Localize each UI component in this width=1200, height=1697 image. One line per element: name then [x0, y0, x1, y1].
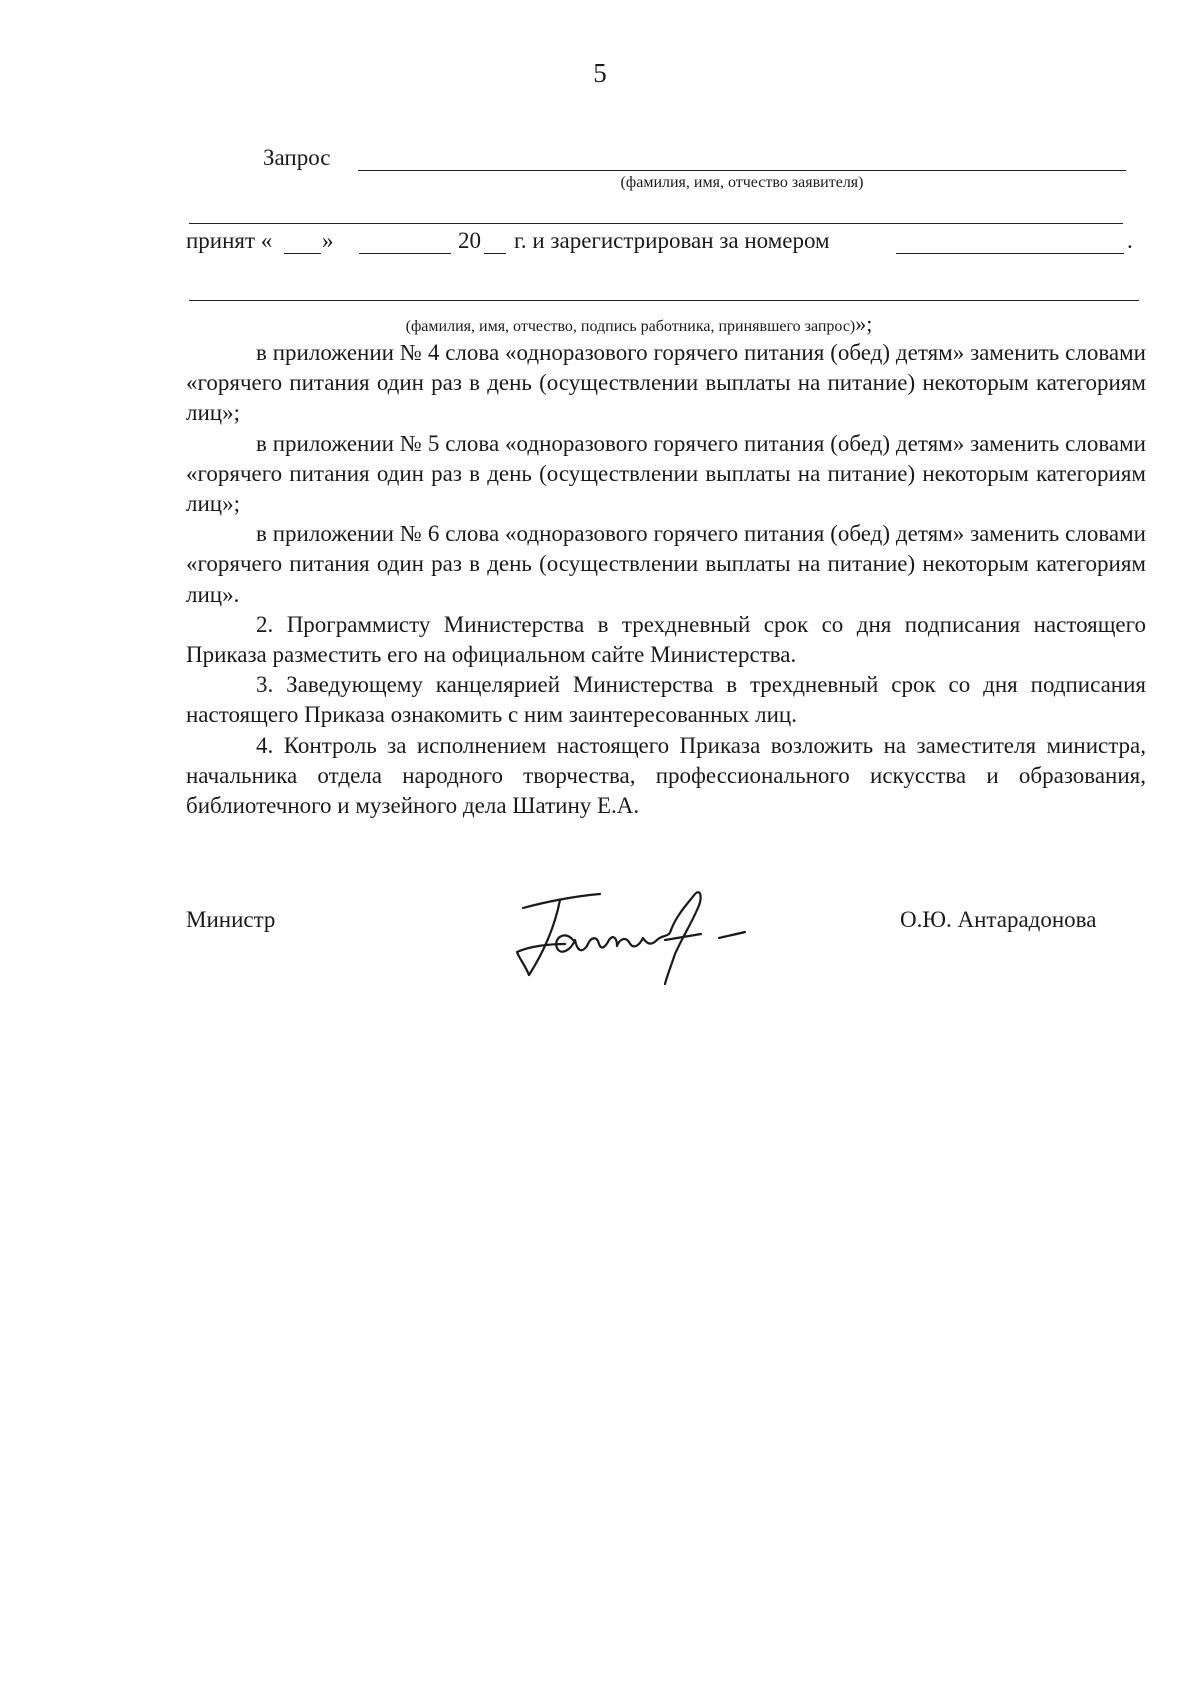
request-label: Запрос	[263, 145, 331, 170]
year-prefix: 20	[458, 228, 481, 253]
paragraph: в приложении № 5 слова «одноразового горячего питания (обед) детям» заменить словами «горячего питания один раз в день (осуществлении выплаты на питание) некоторым категориям лиц»;	[186, 430, 1146, 517]
day-blank	[284, 253, 321, 254]
body-text	[186, 338, 1146, 821]
year-blank	[484, 253, 506, 254]
reg-number-blank	[896, 253, 1124, 254]
signatory-name: О.Ю. Антарадонова	[900, 907, 1097, 932]
month-blank	[359, 253, 451, 254]
worker-caption-tail: »;	[855, 311, 873, 336]
signatory-title: Министр	[186, 907, 276, 932]
registered-text: г. и зарегистрирован за номером	[514, 228, 830, 253]
applicant-name-line	[358, 170, 1126, 171]
accepted-quote-close: »	[322, 228, 334, 253]
paragraph: 3. Заведующему канцелярией Министерства в трехдневный срок со дня подписания настоящего Приказа ознакомить с ним заинтересованных лиц.	[186, 672, 1146, 728]
period: .	[1127, 228, 1133, 253]
paragraph: 4. Контроль за исполнением настоящего Приказа возложить на заместителя министра, начальника отдела народного творчества, профессионального искусства и образования, библиотечного и музейного дела Шатину Е.А.	[186, 732, 1146, 819]
worker-signature-line	[189, 300, 1139, 301]
accepted-prefix: принят «	[186, 228, 273, 253]
accepted-row	[186, 228, 1146, 262]
paragraph: в приложении № 4 слова «одноразового горячего питания (обед) детям» заменить словами «горячего питания один раз в день (осуществлении выплаты на питание) некоторым категориям лиц»;	[186, 340, 1146, 426]
handwritten-signature	[505, 880, 770, 990]
page-number: 5	[593, 58, 607, 88]
applicant-caption: (фамилия, имя, отчество заявителя)	[620, 174, 864, 191]
worker-caption-text: (фамилия, имя, отчество, подпись работника, принявшего запрос)	[405, 318, 856, 335]
paragraph: 2. Программисту Министерства в трехдневный срок со дня подписания настоящего Приказа разместить его на официальном сайте Министерства.	[186, 611, 1146, 668]
applicant-name-line-2	[189, 223, 1123, 224]
paragraph: в приложении № 6 слова «одноразового горячего питания (обед) детям» заменить словами «горячего питания один раз в день (осуществлении выплаты на питание) некоторым категориям лиц».	[186, 521, 1146, 607]
worker-caption	[189, 311, 1089, 337]
